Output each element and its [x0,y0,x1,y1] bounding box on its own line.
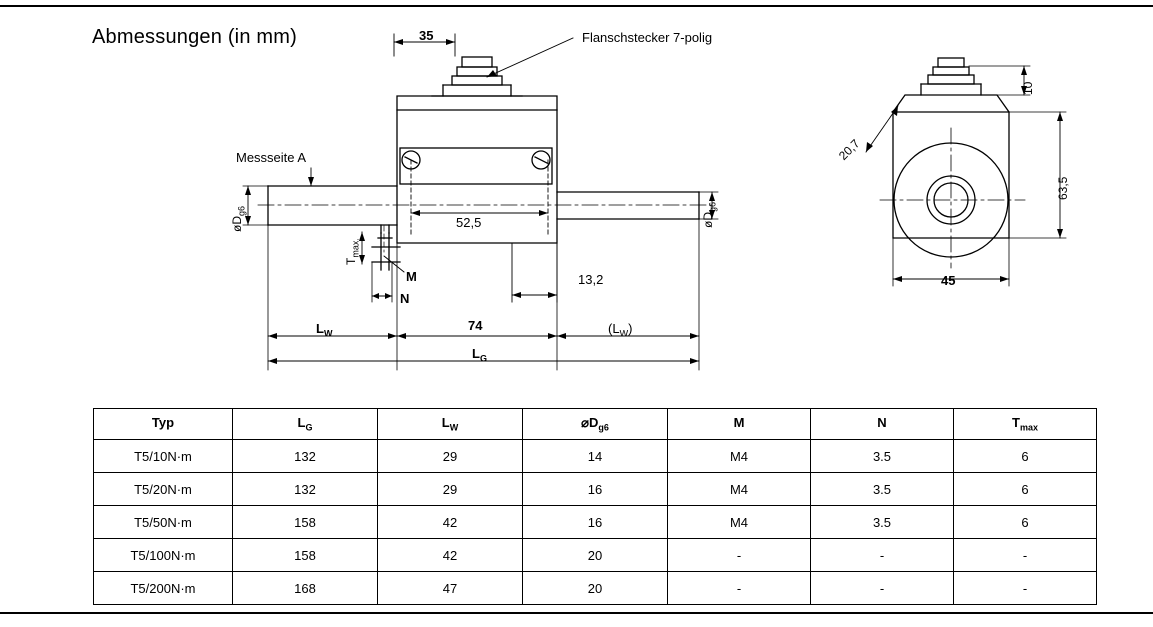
cell-tmax: - [954,572,1097,605]
table-header-row [94,409,1097,440]
header-dg6-text: ⌀D [581,415,599,431]
header-tmax-sub: max [1019,422,1038,433]
cell-typ: T5/10N·m [94,440,233,473]
cell-lg: 158 [233,506,378,539]
header-lw-text: L [441,415,450,431]
label-measuring-side: Messseite A [236,150,307,165]
cell-dg6: 20 [523,539,668,572]
dimension-table [93,408,1097,605]
dim-35: 35 [419,28,434,43]
cell-m: M4 [668,473,811,506]
dia-d-left-text: øD [230,216,244,232]
dim-t-max [344,238,360,265]
cell-dg6: 16 [523,473,668,506]
header-typ [94,409,233,440]
header-lg [233,409,378,440]
cell-lg: 132 [233,440,378,473]
header-dg6-sub: g6 [598,422,609,433]
header-lg-text: L [297,415,306,431]
cell-n: 3.5 [811,440,954,473]
table-row [94,539,1097,572]
cell-lw: 29 [378,440,523,473]
cell-m: M4 [668,506,811,539]
header-lw [378,409,523,440]
cell-n: 3.5 [811,506,954,539]
cell-lw: 42 [378,506,523,539]
dim-lg [472,346,487,364]
dim-n: N [400,291,410,306]
header-lg-sub: G [305,422,313,433]
cell-typ: T5/200N·m [94,572,233,605]
table-row [94,473,1097,506]
cell-dg6: 20 [523,572,668,605]
dim-10: 10 [1021,81,1035,95]
header-n [811,409,954,440]
header-m-text: M [733,415,745,431]
label-flange-connector: Flanschstecker 7-polig [582,30,713,45]
cell-m: M4 [668,440,811,473]
cell-dg6: 14 [523,440,668,473]
cell-n: 3.5 [811,473,954,506]
cell-lg: 168 [233,572,378,605]
cell-typ: T5/50N·m [94,506,233,539]
cell-lg: 132 [233,473,378,506]
cell-typ: T5/20N·m [94,473,233,506]
dia-d-left [230,206,246,232]
dim-lw-right-text: (L [608,321,620,336]
cell-lw: 29 [378,473,523,506]
cell-n: - [811,572,954,605]
header-tmax-text: T [1012,415,1020,431]
page-title: Abmessungen (in mm) [92,26,297,48]
cell-lg: 158 [233,539,378,572]
table-row [94,572,1097,605]
header-lw-sub: W [449,422,459,433]
dim-63-5: 63,5 [1056,176,1070,200]
dim-t-max-text: T [344,257,358,265]
dim-t-max-sub: max. [350,238,361,258]
dim-lg-sub: G [479,353,487,364]
cell-tmax: 6 [954,506,1097,539]
cell-m: - [668,539,811,572]
cell-n: - [811,539,954,572]
table-row [94,440,1097,473]
table-row [94,506,1097,539]
dim-13-2: 13,2 [578,272,604,287]
header-m [668,409,811,440]
dim-45: 45 [941,273,956,288]
cell-m: - [668,572,811,605]
dim-lw-right-close: ) [628,321,633,336]
cell-lw: 42 [378,539,523,572]
dim-20-7: 20,7 [836,136,863,163]
dim-lw-right-sub: W [619,328,629,339]
header-tmax [954,409,1097,440]
dim-74: 74 [468,318,483,333]
header-n-text: N [877,415,887,431]
dim-lw-right [608,321,632,339]
dim-lw-left [316,321,332,339]
dia-d-right [701,202,717,228]
cell-tmax: 6 [954,440,1097,473]
cell-lw: 47 [378,572,523,605]
dim-lg-text: L [472,346,480,361]
cell-tmax: 6 [954,473,1097,506]
cell-tmax: - [954,539,1097,572]
cell-typ: T5/100N·m [94,539,233,572]
header-typ-text: Typ [151,415,175,431]
dim-lw-left-sub: W [323,328,333,339]
dia-d-right-text: øD [701,212,715,228]
dia-d-left-sub: g6 [236,205,247,216]
cell-dg6: 16 [523,506,668,539]
dim-m: M [406,269,417,284]
dim-lw-left-text: L [316,321,324,336]
dim-52-5: 52,5 [456,215,482,230]
dia-d-right-sub: g6 [707,201,718,212]
header-dg6 [523,409,668,440]
